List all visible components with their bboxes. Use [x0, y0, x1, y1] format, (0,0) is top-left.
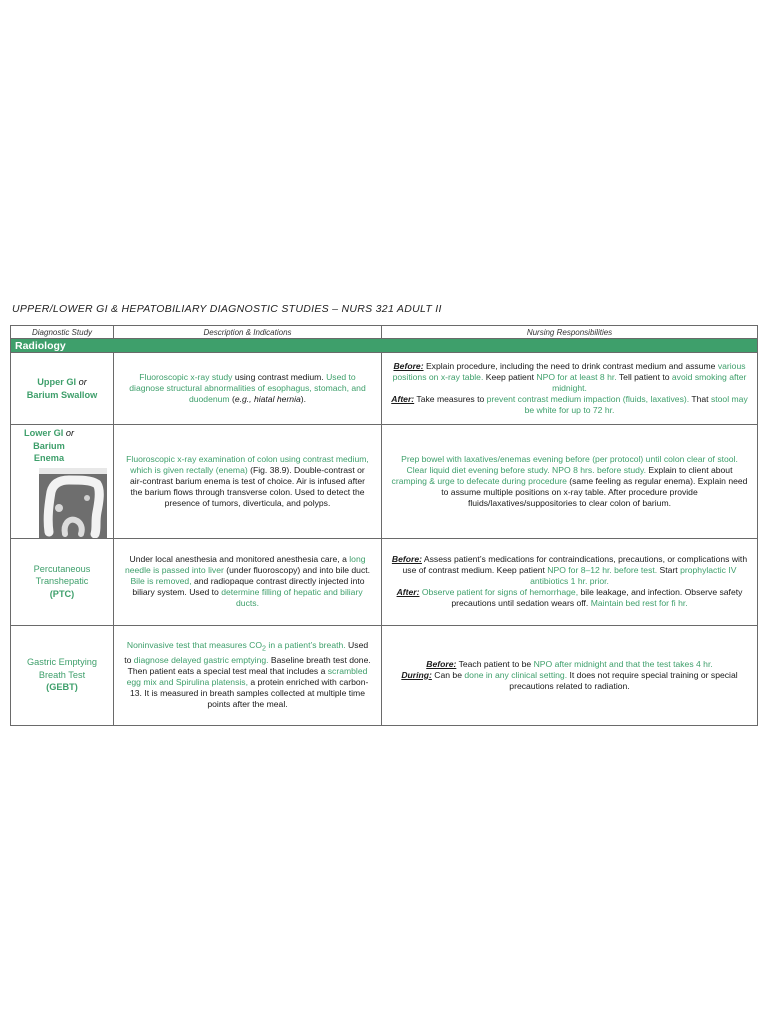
resp-text: done in any clinical setting.	[464, 669, 568, 680]
table-row	[11, 538, 758, 625]
label-before: Before:	[391, 554, 422, 564]
study-name-ptc	[11, 538, 114, 625]
section-label: Radiology	[11, 339, 758, 353]
study-name-alt: Barium Enema	[33, 440, 65, 463]
label-before: Before:	[393, 361, 424, 371]
study-name-gebt	[11, 625, 114, 725]
desc-text: Noninvasive test that measures CO	[126, 640, 263, 651]
desc-text: Used to diagnose structural abnormalities of esophagus, stomach, and duodenum	[129, 372, 366, 404]
resp-text: Observe patient for signs of hemorrhage,	[421, 587, 579, 597]
desc-text: Bile is removed,	[130, 576, 192, 586]
resp-text: bile leakage, and infection. Observe safety precautions until sedation wears off.	[451, 587, 743, 608]
diagnostic-studies-table	[10, 325, 758, 726]
resp-text: cramping & urge to defecate during procedure	[391, 475, 567, 486]
desc-text: scrambled egg mix and Spirulina platensis,	[126, 665, 368, 687]
resp-text: Teach patient to be	[456, 658, 534, 669]
resp-text: (same feeling as regular enema). Explain need to assume multiple positions on x-ray table. After procedure provide fluids/laxatives/suppositories to clear colon of barium.	[441, 475, 748, 508]
desc-text: Baseline breath test done. Then patient eats a special test meal that includes a	[127, 654, 371, 676]
resp-text: Start	[657, 565, 681, 575]
resp-text: Tell patient to	[616, 372, 672, 382]
resp-text: Can be	[431, 669, 465, 680]
resp-text: NPO after midnight and that the test takes 4 hr.	[533, 658, 713, 669]
resp-text: Assess patient’s medications for contraindications, precautions, or complications with use of contrast medium. Keep patient	[402, 554, 748, 575]
desc-text: Fluoroscopic x-ray study	[139, 372, 233, 382]
resp-text: That	[689, 394, 711, 404]
responsibilities-ptc	[382, 538, 758, 625]
desc-text: 2	[262, 644, 267, 653]
study-name-upper-gi	[11, 353, 114, 425]
column-header-diagnostic-study: Diagnostic Study	[11, 326, 114, 339]
resp-text: Explain to client about	[646, 464, 733, 475]
study-name-or: or	[76, 377, 87, 387]
resp-text: NPO for 8–12 hr. before test.	[547, 565, 658, 575]
resp-text: It does not require special training or special precautions related to radiation.	[509, 669, 738, 691]
table-header-row	[11, 326, 758, 339]
desc-text: in a patient’s breath.	[266, 640, 346, 651]
table-row	[11, 625, 758, 725]
label-after: After:	[391, 394, 415, 404]
resp-text: avoid smoking after midnight.	[552, 372, 747, 393]
study-name-primary: Upper GI	[37, 377, 77, 387]
column-header-description: Description & Indications	[114, 326, 382, 339]
column-header-nursing-responsibilities: Nursing Responsibilities	[382, 326, 758, 339]
desc-text: Under local anesthesia and monitored anesthesia care, a	[129, 554, 350, 564]
resp-text: various positions on x-ray table.	[392, 361, 746, 382]
study-name-abbrev: (PTC)	[49, 588, 75, 599]
desc-text: long needle is passed into liver	[124, 554, 366, 575]
desc-text: e.g., hiatal hernia	[234, 394, 301, 404]
study-name-primary: Lower GI	[23, 428, 64, 438]
desc-text: Used to	[124, 640, 369, 665]
study-name-abbrev: (GEBT)	[46, 682, 78, 693]
resp-text: Prep bowel with laxatives/enemas evening before (per protocol) until colon clear of stool. Clear liquid diet evening before study. NPO 8 hrs. before study.	[401, 453, 738, 475]
label-before: Before:	[426, 658, 457, 669]
desc-text: (Fig. 38.9). Double-contrast or air-contrast barium enema is test of choice. Air is infused after the barium flows through transverse colon. Used to detect the presence of tumors, diverticula, and polyps.	[130, 464, 365, 508]
resp-text: prevent contrast medium impaction (fluids, laxatives).	[486, 394, 690, 404]
resp-text: Explain procedure, including the need to drink contrast medium and assume	[423, 361, 718, 371]
responsibilities-lower-gi	[382, 425, 758, 539]
resp-text: Maintain bed rest for fi hr.	[590, 598, 688, 608]
table-row	[11, 353, 758, 425]
resp-text: Keep patient	[483, 372, 537, 382]
label-during: During:	[401, 669, 432, 680]
responsibilities-upper-gi	[382, 353, 758, 425]
description-gebt	[114, 625, 382, 725]
label-after: After:	[396, 587, 420, 597]
description-upper-gi	[114, 353, 382, 425]
desc-text: a protein enriched with carbon-13. It is measured in breath samples collected at multiple time points after the meal.	[129, 676, 369, 709]
table-row	[11, 425, 758, 539]
resp-text: Take measures to	[414, 394, 487, 404]
desc-text: and radiopaque contrast directly injected into biliary system. Used to	[132, 576, 365, 597]
desc-text: (under fluoroscopy) and into bile duct.	[223, 565, 371, 575]
resp-text: stool may be white for up to 72 hr.	[524, 394, 748, 415]
barium-enema-xray-image	[39, 468, 107, 538]
study-name-primary: Gastric Emptying Breath Test	[27, 657, 97, 680]
desc-text: using contrast medium.	[232, 372, 327, 382]
desc-text: (	[229, 394, 235, 404]
document-title: UPPER/LOWER GI & HEPATOBILIARY DIAGNOSTIC STUDIES – NURS 321 ADULT II	[12, 303, 442, 315]
desc-text: determine filling of hepatic and biliary ducts.	[221, 587, 363, 608]
description-ptc	[114, 538, 382, 625]
desc-text: ).	[300, 394, 307, 404]
study-name-or: or	[63, 428, 75, 438]
desc-text: Fluoroscopic x-ray examination of colon using contrast medium, which is given rectally (enema)	[126, 453, 369, 475]
desc-text: diagnose delayed gastric emptying.	[133, 654, 269, 665]
resp-text: prophylactic IV antibiotics 1 hr. prior.	[530, 565, 737, 586]
description-lower-gi	[114, 425, 382, 539]
responsibilities-gebt	[382, 625, 758, 725]
study-name-lower-gi	[11, 425, 114, 539]
study-name-primary: Percutaneous Transhepatic	[33, 563, 91, 587]
study-name-alt: Barium Swallow	[26, 389, 98, 400]
section-row-radiology	[11, 339, 758, 353]
resp-text: NPO for at least 8 hr.	[536, 372, 617, 382]
